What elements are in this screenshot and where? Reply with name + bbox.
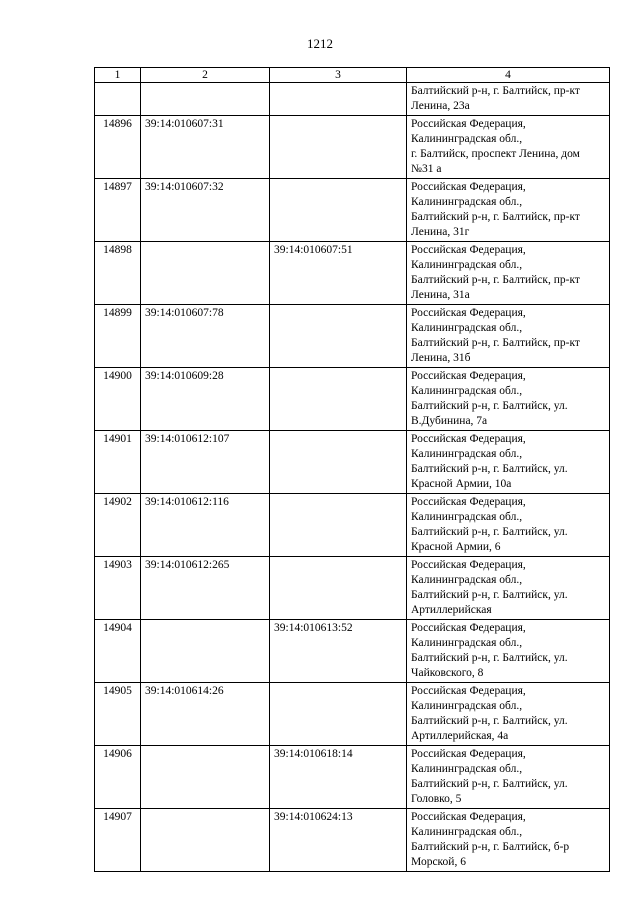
row-number: 14897: [95, 179, 141, 242]
row-number: 14904: [95, 620, 141, 683]
cadastral-number: 39:14:010607:32: [141, 179, 270, 242]
address: Российская Федерация, Калининградская обл., Балтийский р-н, г. Балтийск, пр-кт Ленина, 31а: [407, 242, 610, 305]
table-row: [95, 305, 610, 368]
table-row: [95, 683, 610, 746]
cadastral-number: 39:14:010612:265: [141, 557, 270, 620]
row-number: 14898: [95, 242, 141, 305]
row-number: 14903: [95, 557, 141, 620]
address: Российская Федерация, Калининградская обл., Балтийский р-н, г. Балтийск, ул. Красной Армии, 6: [407, 494, 610, 557]
table-row: [95, 620, 610, 683]
row-number: 14900: [95, 368, 141, 431]
column-header-2: 2: [141, 68, 270, 83]
object-cadastral-number: [270, 494, 407, 557]
cadastral-number: [141, 620, 270, 683]
object-cadastral-number: 39:14:010624:13: [270, 809, 407, 872]
table-row: [95, 746, 610, 809]
object-cadastral-number: [270, 683, 407, 746]
address: Российская Федерация, Калининградская обл., Балтийский р-н, г. Балтийск, пр-кт Ленина, 31б: [407, 305, 610, 368]
address: Российская Федерация, Калининградская обл., Балтийский р-н, г. Балтийск, ул. Головко, 5: [407, 746, 610, 809]
address: Российская Федерация, Калининградская обл., г. Балтийск, проспект Ленина, дом №31 а: [407, 116, 610, 179]
table-row: [95, 179, 610, 242]
table-row: [95, 557, 610, 620]
header-row: [95, 68, 610, 83]
address: Российская Федерация, Калининградская обл., Балтийский р-н, г. Балтийск, пр-кт Ленина, 31г: [407, 179, 610, 242]
object-cadastral-number: 39:14:010618:14: [270, 746, 407, 809]
cadastral-number: 39:14:010612:107: [141, 431, 270, 494]
column-header-1: 1: [95, 68, 141, 83]
row-number: 14901: [95, 431, 141, 494]
address: Российская Федерация, Калининградская обл., Балтийский р-н, г. Балтийск, ул. Артиллерийская, 4а: [407, 683, 610, 746]
table-row: [95, 368, 610, 431]
table-row: [95, 431, 610, 494]
cadastral-number: [141, 242, 270, 305]
cadastral-number: [141, 746, 270, 809]
object-cadastral-number: 39:14:010607:51: [270, 242, 407, 305]
address: Российская Федерация, Калининградская обл., Балтийский р-н, г. Балтийск, б-р Морской, 6: [407, 809, 610, 872]
table-row: [95, 242, 610, 305]
row-number: 14907: [95, 809, 141, 872]
row-number: 14896: [95, 116, 141, 179]
cadastral-number: [141, 809, 270, 872]
object-cadastral-number: [270, 431, 407, 494]
row-number: 14902: [95, 494, 141, 557]
row-number: 14905: [95, 683, 141, 746]
table-row: [95, 83, 610, 116]
page-number: 1212: [307, 36, 333, 51]
address: Российская Федерация, Калининградская обл., Балтийский р-н, г. Балтийск, ул. Артиллерийская: [407, 557, 610, 620]
object-cadastral-number: [270, 83, 407, 116]
cadastral-number: 39:14:010607:31: [141, 116, 270, 179]
object-cadastral-number: [270, 305, 407, 368]
registry-table: [94, 67, 610, 872]
address: Российская Федерация, Калининградская обл., Балтийский р-н, г. Балтийск, ул. Красной Армии, 10а: [407, 431, 610, 494]
address: Российская Федерация, Калининградская обл., Балтийский р-н, г. Балтийск, ул. Чайковского, 8: [407, 620, 610, 683]
row-number: [95, 83, 141, 116]
column-header-3: 3: [270, 68, 407, 83]
cadastral-number: 39:14:010609:28: [141, 368, 270, 431]
column-header-4: 4: [407, 68, 610, 83]
table-row: [95, 809, 610, 872]
row-number: 14906: [95, 746, 141, 809]
address: Балтийский р-н, г. Балтийск, пр-кт Ленина, 23а: [407, 83, 610, 116]
object-cadastral-number: 39:14:010613:52: [270, 620, 407, 683]
row-number: 14899: [95, 305, 141, 368]
object-cadastral-number: [270, 116, 407, 179]
cadastral-number: 39:14:010614:26: [141, 683, 270, 746]
object-cadastral-number: [270, 179, 407, 242]
object-cadastral-number: [270, 557, 407, 620]
cadastral-number: [141, 83, 270, 116]
object-cadastral-number: [270, 368, 407, 431]
cadastral-number: 39:14:010607:78: [141, 305, 270, 368]
table-row: [95, 116, 610, 179]
cadastral-number: 39:14:010612:116: [141, 494, 270, 557]
table-row: [95, 494, 610, 557]
address: Российская Федерация, Калининградская обл., Балтийский р-н, г. Балтийск, ул. В.Дубинина, 7а: [407, 368, 610, 431]
